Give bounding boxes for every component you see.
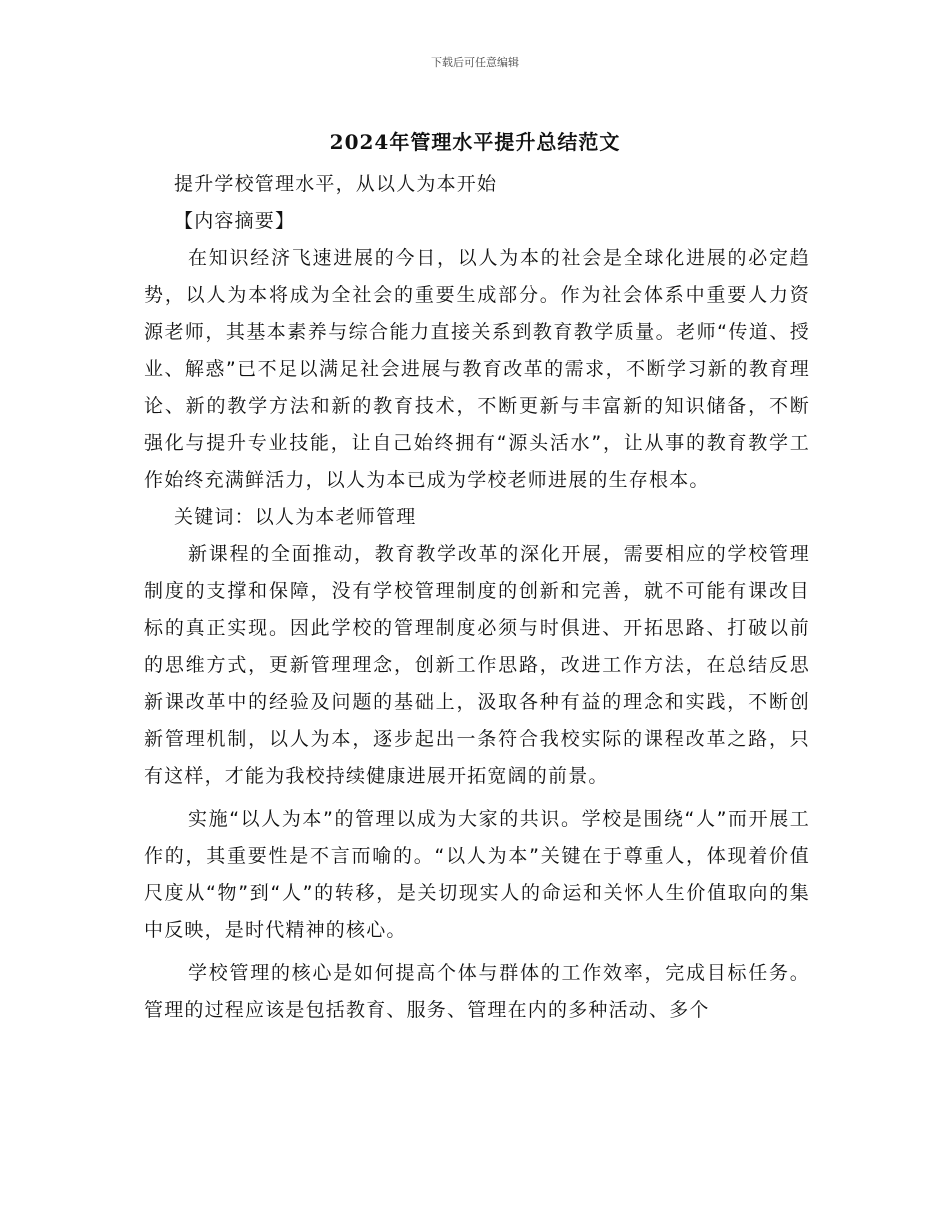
abstract-paragraph: 在知识经济飞速进展的今日，以人为本的社会是全球化进展的必定趋势，以人为本将成为全社会的重要生成部分。作为社会体系中重要人力资源老师，其基本素养与综合能力直接关系到教育教学质量。老师“传道、授业、解惑”已不足以满足社会进展与教育改革的需求，不断学习新的教育理论、新的教学方法和新的教育技术，不断更新与丰富新的知识储备，不断强化与提升专业技能，让自己始终拥有“源头活水”，让从事的教育教学工作始终充满鲜活力，以人为本已成为学校老师进展的生存根本。 (144, 247, 810, 491)
document-title: 2024年管理水平提升总结范文 (329, 130, 621, 154)
body-paragraph: 学校管理的核心是如何提高个体与群体的工作效率，完成目标任务。管理的过程应该是包括教育、服务、管理在内的多种活动、多个 (144, 962, 810, 1021)
body-paragraph: 实施“以人为本”的管理以成为大家的共识。学校是围绕“人”而开展工作的，其重要性是不言而喻的。“以人为本”关键在于尊重人，体现着价值尺度从“物”到“人”的转移，是关切现实人的命运和关怀人生价值取向的集中反映，是时代精神的核心。 (144, 808, 810, 941)
abstract-heading: 【内容摘要】 (174, 210, 296, 232)
document-subtitle: 提升学校管理水平，从以人为本开始 (174, 173, 498, 195)
body-paragraph: 新课程的全面推动，教育教学改革的深化开展，需要相应的学校管理制度的支撑和保障，没有学校管理制度的创新和完善，就不可能有课改目标的真正实现。因此学校的管理制度必须与时俱进、开拓思路、打破以前的思维方式，更新管理理念，创新工作思路，改进工作方法，在总结反思新课改革中的经验及问题的基础上，汲取各种有益的理念和实践，不断创新管理机制，以人为本，逐步起出一条符合我校实际的课程改革之路，只有这样，才能为我校持续健康进展开拓宽阔的前景。 (144, 543, 810, 787)
document-body (144, 166, 810, 1029)
page-header-note: 下载后可任意编辑 (431, 56, 519, 69)
keywords-line: 关键词：以人为本老师管理 (174, 506, 417, 528)
